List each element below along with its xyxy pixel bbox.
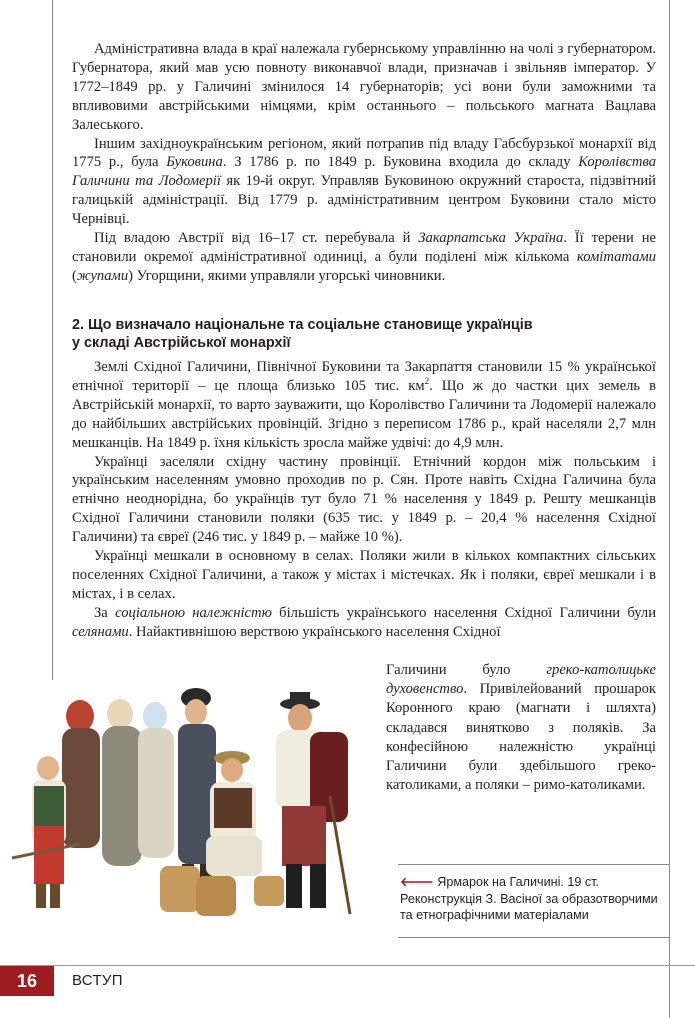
page-number: 16 — [0, 966, 54, 996]
term-peasants: селянами — [72, 623, 129, 640]
paragraph-settlements: Українці мешкали в основному в селах. Поляки жили в кількох компактних сільських поселеннях Східної Галичини, а також у містах і містечках. Як і поляки, євреї мешкали і в містах, і в селах. — [72, 548, 656, 602]
left-margin-rule — [52, 0, 53, 680]
fair-illustration — [10, 676, 382, 934]
term-clergy: греко-католицьке духовенство — [386, 662, 656, 698]
term-social-belonging: соціальною належністю — [115, 604, 272, 621]
section-text-block — [72, 358, 656, 642]
paragraph-territory: Землі Східної Галичини, Північної Буковини та Закарпаття становили 15 % української етнічної території – це площа близько 105 тис. $км^2$. Що ж до частки цих земель в Австрійській монархії, то варто зауважити, що Королівство Галичини та Лодомерії належало до найбільших австрійських провінцій. Згідно з переписом 1786 р., край населяли 2,7 млн мешканців. На 1849 р. їхня кількість зросла майже удвічі: до 4,9 млн. — [72, 359, 656, 451]
standing-man-figure — [276, 692, 350, 914]
term-kingdom: Королівства Галичини та Лодомерії — [72, 154, 657, 190]
term-zhupy: жупами — [76, 267, 129, 284]
image-caption: 🡐 Ярмарок на Галичині. 19 ст. Реконструкція З. Васіної за образотворчими та етнографічними матеріалами — [400, 875, 658, 922]
intro-text-block — [72, 40, 656, 286]
arrow-left-icon: 🡐 — [400, 875, 434, 889]
crowd-figures — [62, 688, 216, 884]
paragraph-bukovyna: Іншим західноукраїнським регіоном, який потрапив під владу Габсбурзької монархії від 1775 р., була Буковина. З 1786 р. по 1849 р. Буковина входила до складу Королівства Галичини та Лодомерії як 19-й округ. Управляв Буковиною окружний староста, підзвітний галицькій адміністрації. Від 1779 р. адміністративним центром Буковини стало місто Чернівці. — [72, 135, 657, 228]
term-zakarpattia: Закарпатська Україна — [418, 230, 564, 247]
term-komitaty: комітатами — [576, 248, 656, 265]
side-text-block: Галичини було греко-католицьке духовенство. Привілейований прошарок Коронного краю (магнати і шляхта) складався винятково з поляків. За конфесійною належністю українці Галичини були здебільшого греко-католиками, а поляки – римо-католиками. — [386, 662, 656, 794]
section-label: ВСТУП — [72, 972, 123, 989]
section-heading: 2. Що визначало національне та соціальне становище українців у складі Австрійської монархії — [72, 317, 533, 351]
paragraph-ethnic-border: Українці заселяли східну частину провінції. Етнічний кордон між польським і українським населенням умовно проходив по р. Сян. Проте навіть Східна Галичина була етнічно неоднорідна, бо українців тут було 71 % населення у 1849 р. Решту мешканців Східної Галичини становили поляки (635 тис. у 1849 р. – 20,4 % населення Східної Галичини) та євреї (246 тис. у 1849 р. – майже 10 %). — [72, 453, 656, 546]
caption-box — [398, 864, 670, 938]
paragraph-social: За соціальною належністю більшість українського населення Східної Галичини були селянами. Найактивнішою верствою українського населення Східної — [72, 604, 657, 640]
footer-rule — [0, 965, 695, 966]
term-bukovyna: Буковина — [166, 154, 223, 171]
paragraph-governors: Адміністративна влада в краї належала губернському управлінню на чолі з губернатором. Губернатора, який мав усю повноту виконавчої влади, призначав і звільняв імператор. У 1772–1849 рр. у Галичині змінилося 14 губернаторів; усі вони були заможними та впливовими австрійськими німцями, крім останнього – польського магната Вацлава Залеського. — [72, 41, 656, 133]
paragraph-zakarpattia: Під владою Австрії від 16–17 ст. перебувала й Закарпатська Україна. Її терени не становили окремої адміністративної одиниці, а були поділені між кількома комітатами (жупами) Угорщини, якими управляли угорські чиновники. — [72, 230, 657, 284]
